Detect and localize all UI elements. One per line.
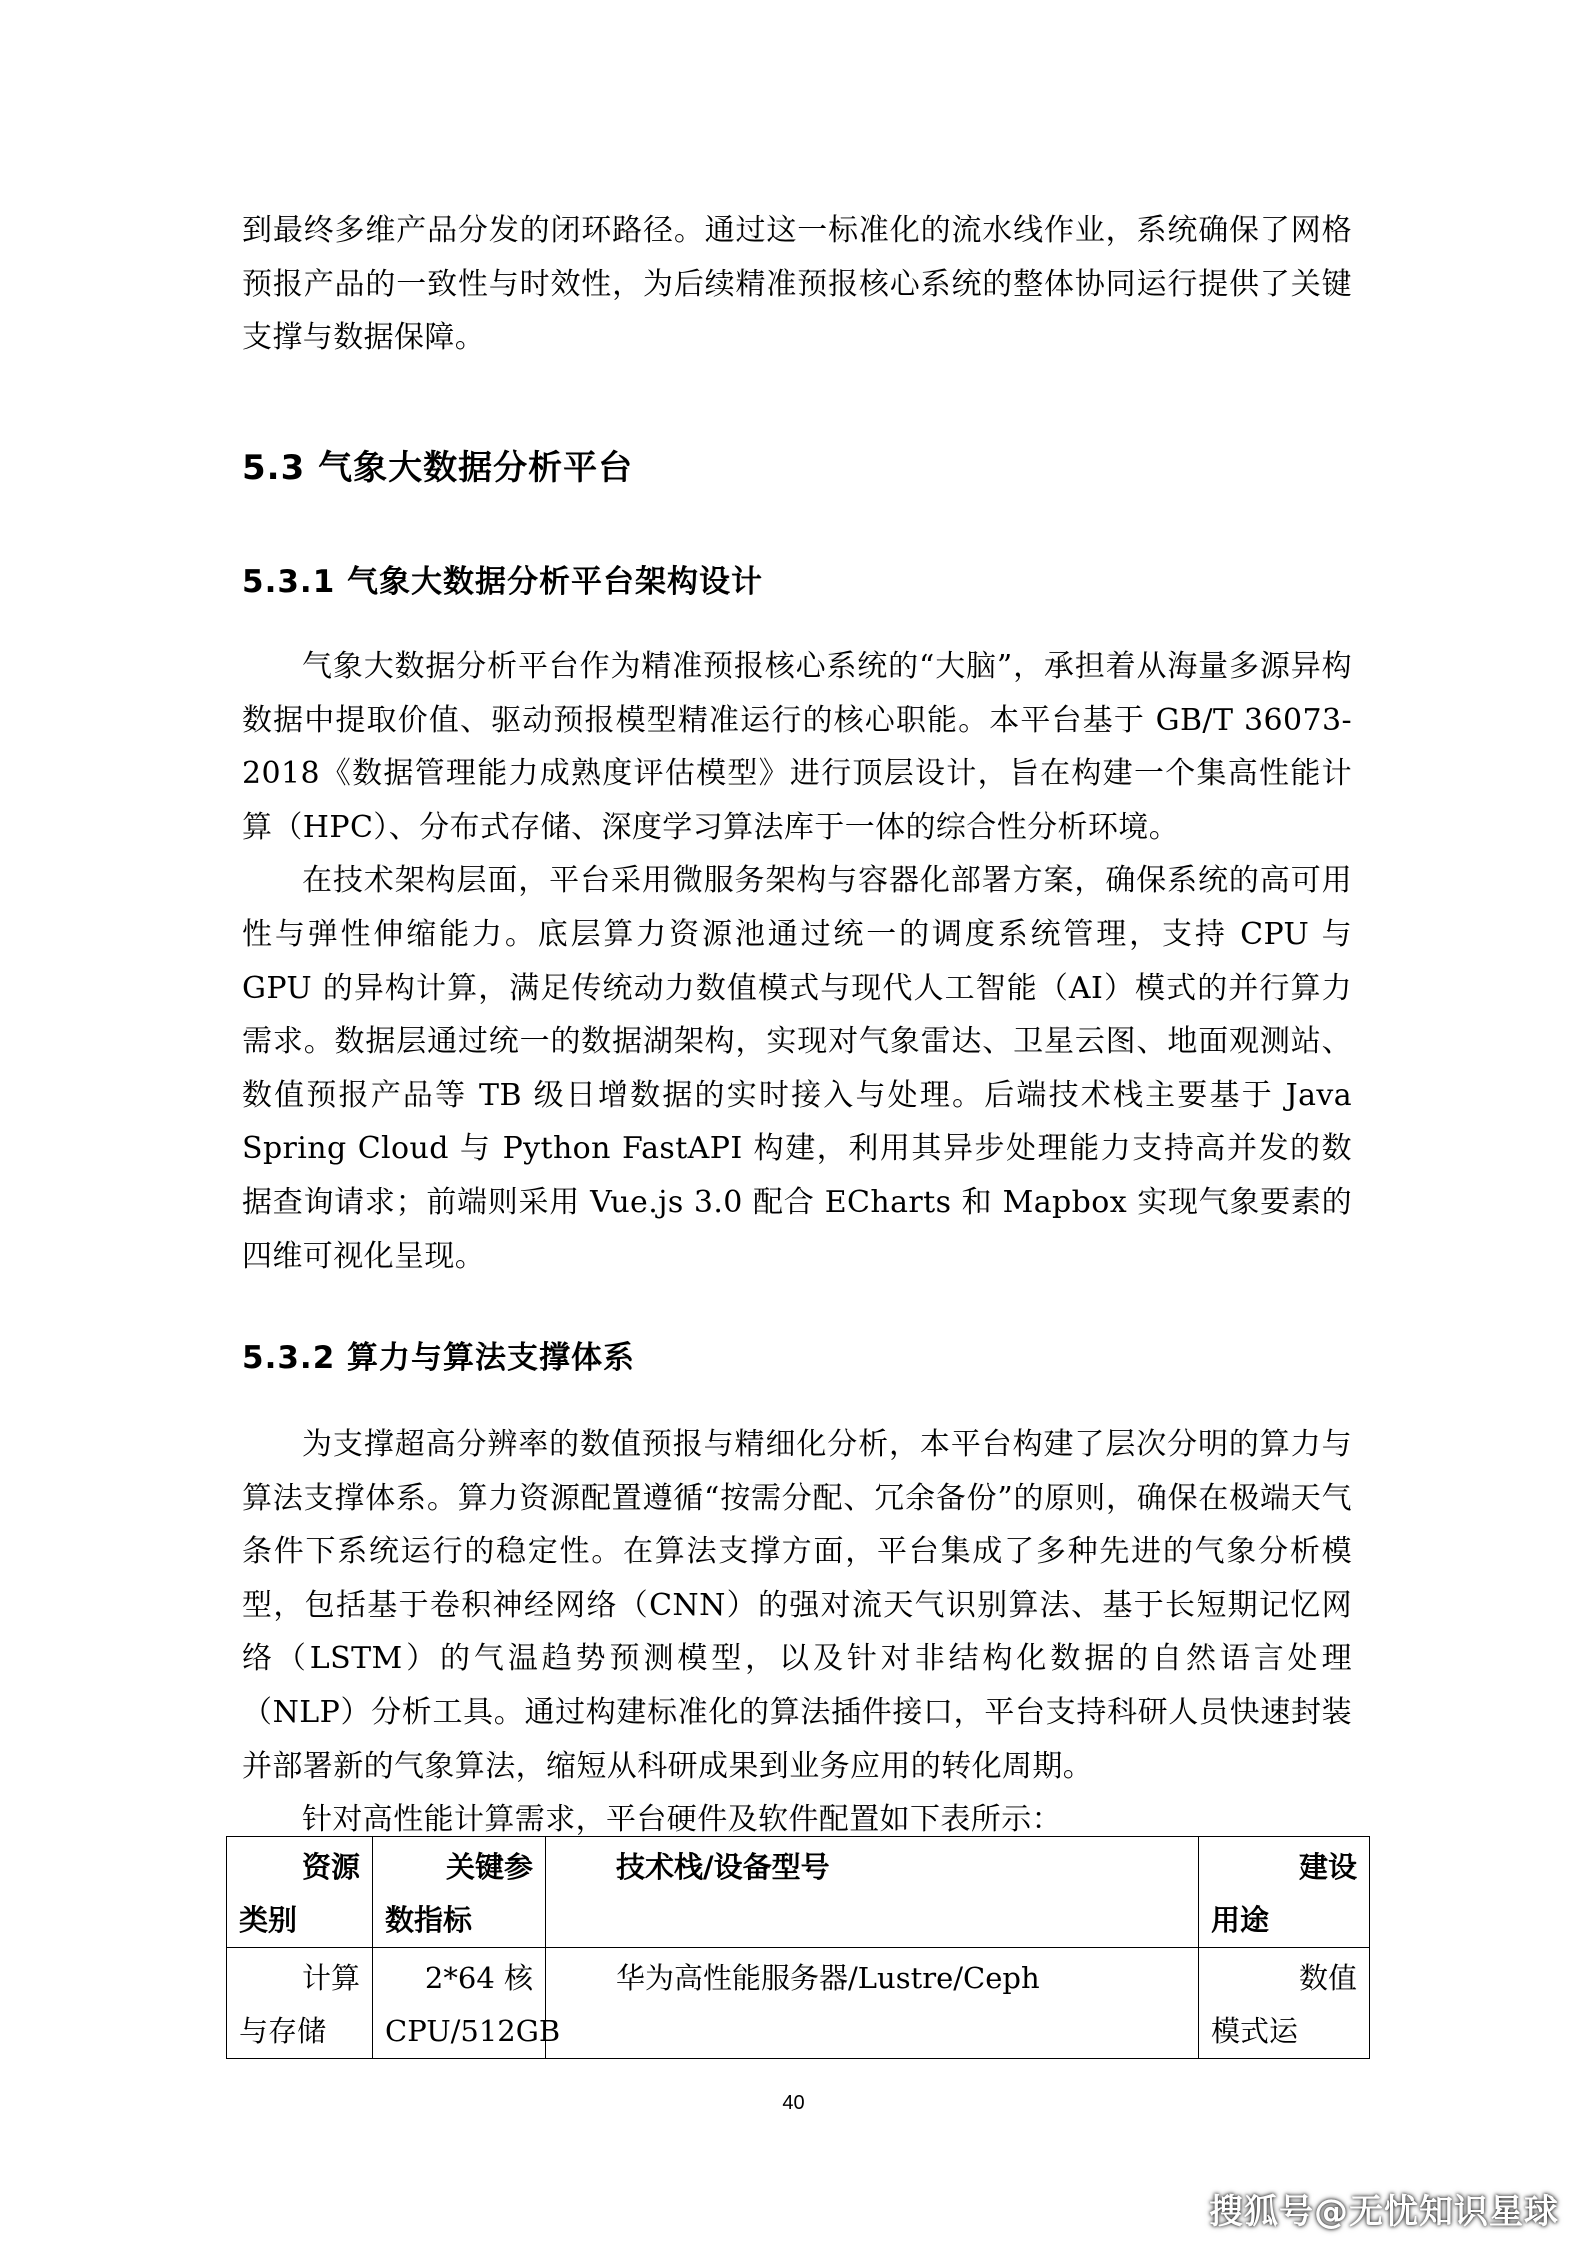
section-5-3-1-body [242,640,1352,1283]
body-paragraph: 为支撑超高分辨率的数值预报与精细化分析，本平台构建了层次分明的算力与算法支撑体系。算力资源配置遵循“按需分配、冗余备份”的原则，确保在极端天气条件下系统运行的稳定性。在算法支撑方面，平台集成了多种先进的气象分析模型，包括基于卷积神经网络（CNN）的强对流天气识别算法、基于长短期记忆网络（LSTM）的气温趋势预测模型，以及针对非结构化数据的自然语言处理（NLP）分析工具。通过构建标准化的算法插件接口，平台支持科研人员快速封装并部署新的气象算法，缩短从科研成果到业务应用的转化周期。 [242,1427,1352,1784]
cell-text: 模式运 [1211,2014,1299,2048]
section-heading-5-3-1: 5.3.1 气象大数据分析平台架构设计 [242,564,764,600]
cell-key-params [373,1948,561,2059]
header-text: 资源 [301,1850,360,1884]
header-purpose [1199,1837,1370,1948]
cell-text: 2*64 核 [424,1961,533,1995]
header-text: 用途 [1211,1903,1270,1937]
page-number: 40 [782,2092,805,2114]
section-heading-5-3-2: 5.3.2 算力与算法支撑体系 [242,1340,636,1376]
cell-resource-category [227,1948,373,2059]
cell-text: 计算 [301,1961,360,1995]
header-tech-stack [546,1837,1199,1948]
header-text: 类别 [239,1903,298,1937]
header-text: 技术栈/设备型号 [616,1850,830,1884]
body-paragraph: 气象大数据分析平台作为精准预报核心系统的“大脑”，承担着从海量多源异构数据中提取价值、驱动预报模型精准运行的核心职能。本平台基于 GB/T 36073-2018《数据管理能力成熟度评估模型》进行顶层设计，旨在构建一个集高性能计算（HPC）、分布式存储、深度学习算法库于一体的综合性分析环境。 [242,649,1352,845]
header-text: 关键参 [445,1850,533,1884]
header-text: 建设 [1298,1850,1357,1884]
body-paragraph: 在技术架构层面，平台采用微服务架构与容器化部署方案，确保系统的高可用性与弹性伸缩能力。底层算力资源池通过统一的调度系统管理，支持 CPU 与 GPU 的异构计算，满足传统动力数值模式与现代人工智能（AI）模式的并行算力需求。数据层通过统一的数据湖架构，实现对气象雷达、卫星云图、地面观测站、数值预报产品等 TB 级日增数据的实时接入与处理。后端技术栈主要基于 Java Spring Cloud 与 Python FastAPI 构建，利用其异步处理能力支持高并发的数据查询请求；前端则采用 Vue.js 3.0 配合 ECharts 和 Mapbox 实现气象要素的四维可视化呈现。 [242,863,1352,1274]
header-text: 数指标 [385,1903,473,1937]
section-5-3-2-body [242,1418,1352,1847]
intro-block [242,204,1352,365]
header-resource-category [227,1837,373,1948]
hardware-config-table [226,1836,1370,2059]
header-key-params [373,1837,546,1948]
table-row [227,1948,1370,2059]
table-intro-paragraph: 针对高性能计算需求，平台硬件及软件配置如下表所示： [302,1802,1062,1838]
table-header-row [227,1837,1370,1948]
watermark: 搜狐号@无忧知识星球 [1209,2192,1559,2232]
cell-purpose [1199,1948,1370,2059]
cell-text: 华为高性能服务器/Lustre/Ceph [616,1961,1040,1995]
cell-text: CPU/512GB [385,2014,561,2048]
section-heading-5-3: 5.3 气象大数据分析平台 [242,448,634,488]
cell-tech-stack [546,1948,1199,2059]
intro-paragraph: 到最终多维产品分发的闭环路径。通过这一标准化的流水线作业，系统确保了网格预报产品的一致性与时效性，为后续精准预报核心系统的整体协同运行提供了关键支撑与数据保障。 [242,213,1352,356]
cell-text: 数值 [1298,1961,1357,1995]
cell-text: 与存储 [239,2014,327,2048]
